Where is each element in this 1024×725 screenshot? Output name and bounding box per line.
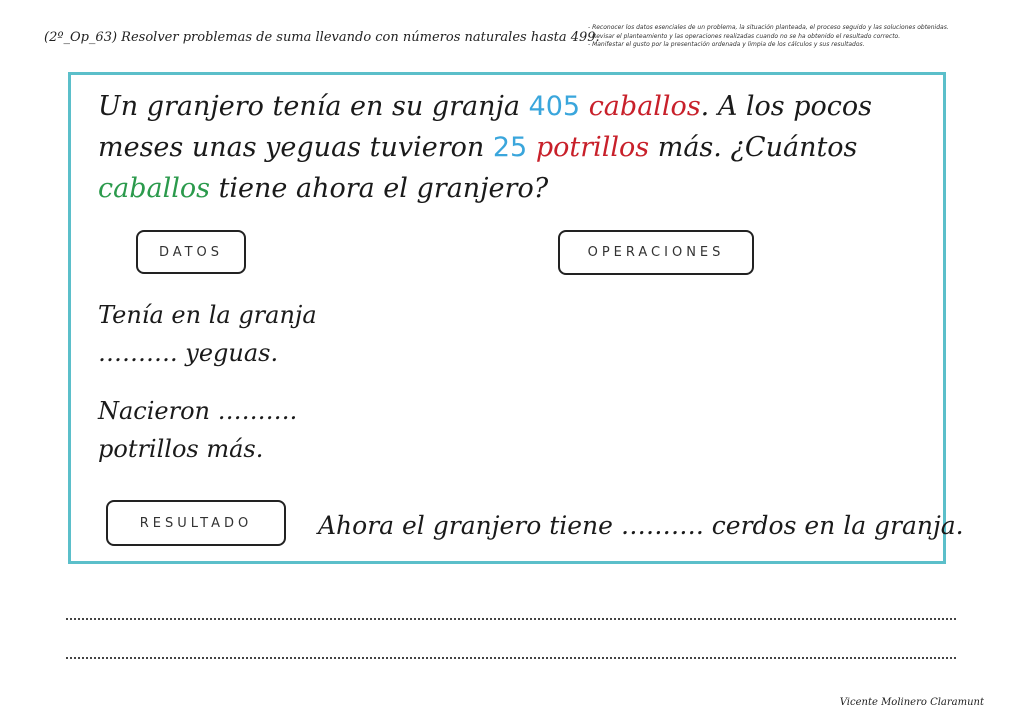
answer-line[interactable] [66,657,956,659]
operaciones-label: OPERACIONES [558,230,754,275]
problem-statement [98,86,928,209]
result-sentence[interactable]: Ahora el granjero tiene ………. cerdos en la granja. [318,511,964,540]
learning-objectives [588,24,988,50]
datos-fill-line[interactable]: ………. yeguas. [98,339,279,367]
problem-text: . A los pocos meses unas yeguas tuvieron [98,91,873,163]
objective-item: - Revisar el planteamiento y las operaciones realizadas cuando no se ha obtenido el resultado correcto. [588,32,901,40]
worksheet-title: (2º_Op_63) Resolver problemas de suma llevando con números naturales hasta 499. [44,30,600,45]
problem-text: más. ¿Cuántos [649,132,858,163]
number-25: 25 [492,132,528,163]
author-credit: Vicente Molinero Claramunt [839,697,984,708]
datos-label: DATOS [136,230,246,274]
problem-text [580,91,589,122]
datos-line: Tenía en la granja [98,301,317,329]
objective-item: - Reconocer los datos esenciales de un problema, la situación planteada, el proceso seguido y las soluciones obtenidas. [588,24,949,31]
objective-item: - Manifestar el gusto por la presentación ordenada y limpia de los cálculos y sus resultados. [588,41,865,48]
problem-text [527,132,536,163]
number-405: 405 [528,91,581,122]
resultado-label: RESULTADO [106,500,286,546]
problem-text: Un granjero tenía en su granja [98,91,529,122]
datos-fill-line[interactable]: Nacieron ………. [98,397,298,425]
datos-entry-granja [98,296,317,372]
datos-entry-nacieron [98,392,297,468]
datos-line: potrillos más. [98,435,264,463]
answer-line[interactable] [66,618,956,620]
keyword-caballos-question: caballos [98,173,210,204]
keyword-caballos: caballos [588,91,701,122]
problem-text: tiene ahora el granjero? [209,173,549,204]
keyword-potrillos: potrillos [535,132,650,163]
